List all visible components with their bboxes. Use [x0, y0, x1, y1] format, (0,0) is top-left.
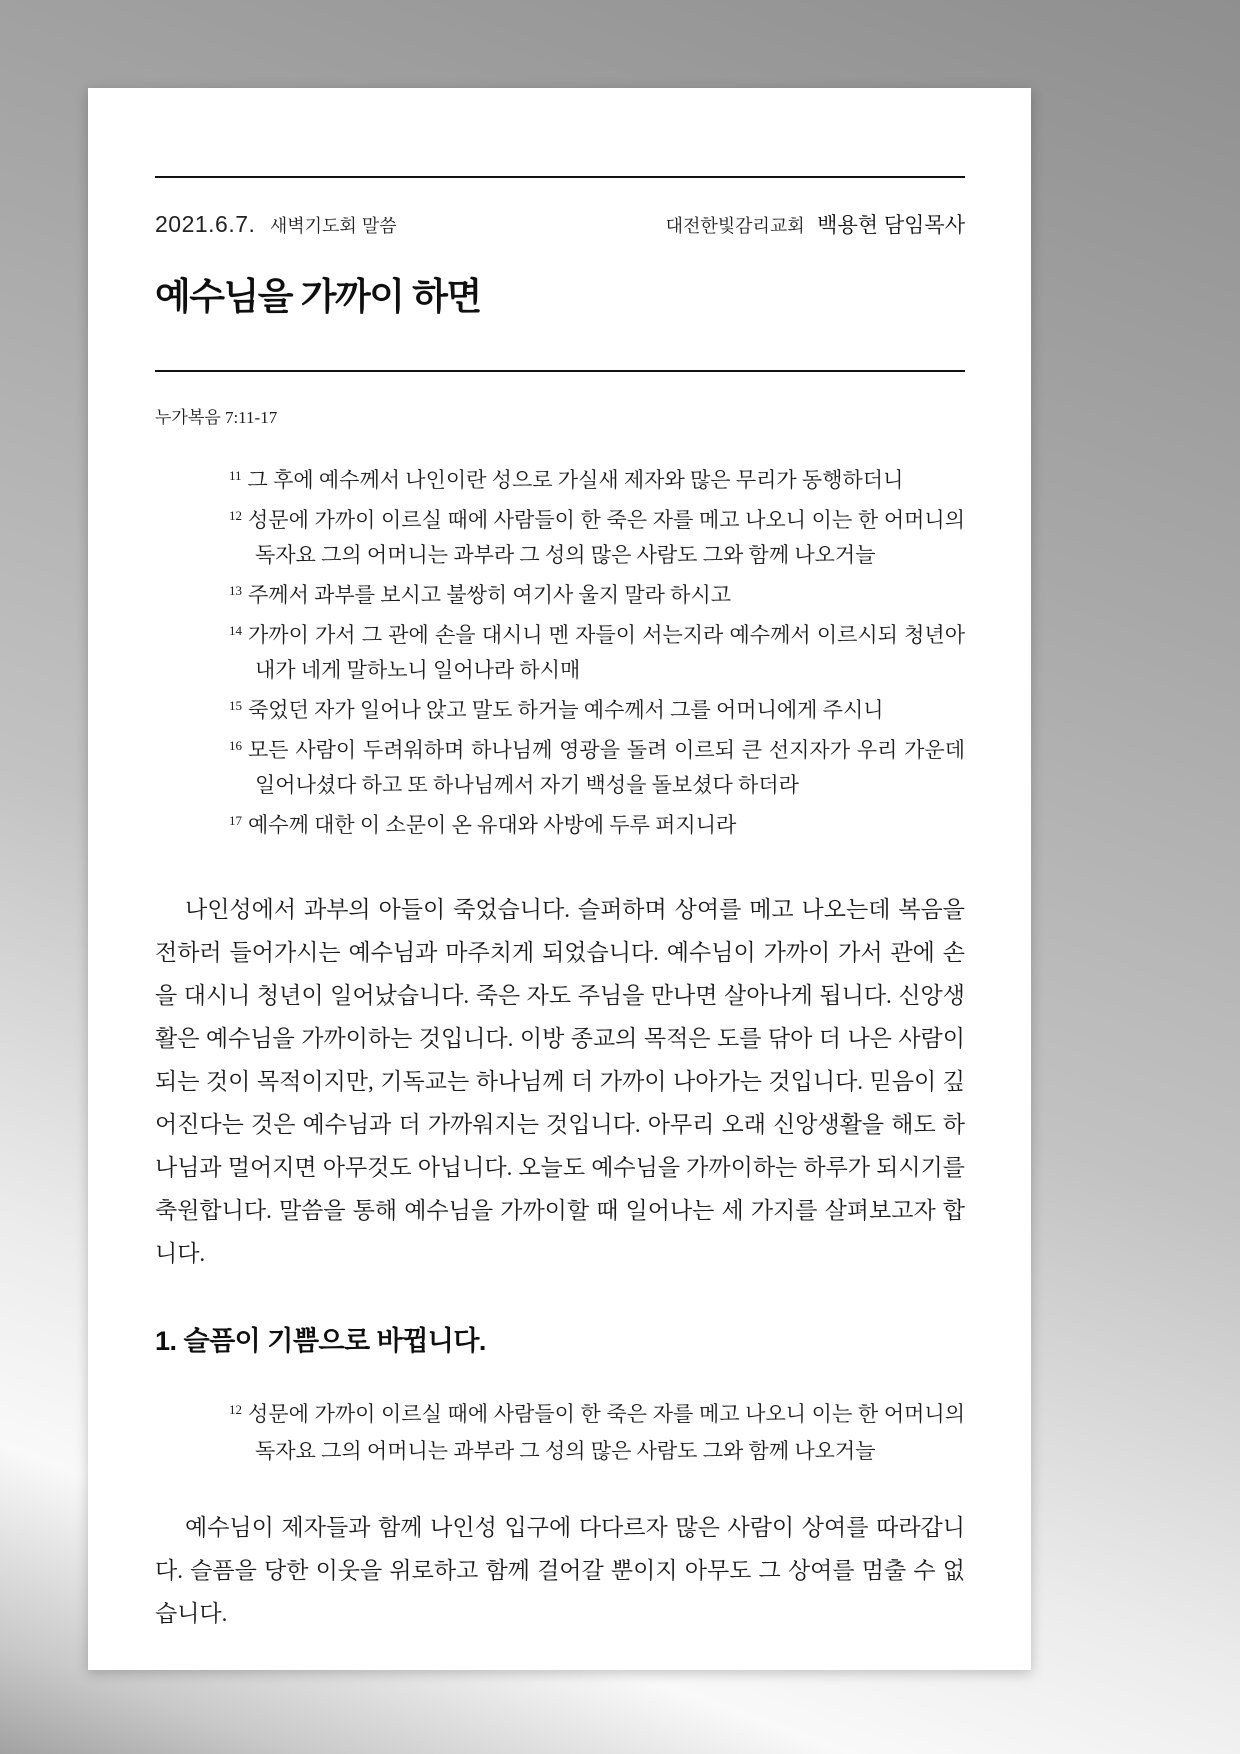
section-1-heading: 1. 슬픔이 기쁨으로 바뀝니다. — [155, 1326, 486, 1356]
header-rule-top — [155, 176, 965, 178]
intro-paragraph: 나인성에서 과부의 아들이 죽었습니다. 슬퍼하며 상여를 메고 나오는데 복음을 전하러 들어가시는 예수님과 마주치게 되었습니다. 예수님이 가까이 가서 관에 손을 대시니 청년이 일어났습니다. 죽은 자도 주님을 만나면 살아나게 됩니다. 신앙생활은 예수님을 가까이하는 것입니다. 이방 종교의 목적은 도를 닦아 더 나은 사람이 되는 것이 목적이지만, 기독교는 하나님께 더 가까이 나아가는 것입니다. 믿음이 깊어진다는 것은 예수님과 더 가까워지는 것입니다. 아무리 오래 신앙생활을 해도 하나님과 멀어지면 아무것도 아닙니다. 오늘도 예수님을 가까이하는 하루가 되시기를 축원합니다. 말씀을 통해 예수님을 가까이할 때 일어나는 세 가지를 살펴보고자 합니다. — [155, 897, 965, 1266]
header-rule-bottom — [155, 370, 965, 372]
service-type: 새벽기도회 말씀 — [269, 216, 397, 236]
verse-line — [229, 573, 965, 613]
verse-text: 가까이 가서 그 관에 손을 대시니 멘 자들이 서는지라 예수께서 이르시되 청년아 내가 네게 말하노니 일어나라 하시매 — [248, 623, 965, 682]
verse-line — [229, 498, 965, 573]
verse-number: 11 — [229, 468, 242, 483]
sermon-title: 예수님을 가까이 하면 — [155, 276, 481, 317]
document-header — [155, 208, 965, 244]
verse-text: 모든 사람이 두려워하며 하나님께 영광을 돌려 이르되 큰 선지자가 우리 가운데 일어나셨다 하고 또 하나님께서 자기 백성을 돌보셨다 하더라 — [248, 738, 965, 797]
verse-text: 그 후에 예수께서 나인이란 성으로 가실새 제자와 많은 무리가 동행하더니 — [247, 468, 904, 492]
closing-paragraph: 예수님이 제자들과 함께 나인성 입구에 다다르자 많은 사람이 상여를 따라갑니다. 슬픔을 당한 이웃을 위로하고 함께 걸어갈 뿐이지 아무도 그 상여를 멈출 수 없습니다. — [155, 1515, 965, 1626]
verse-text: 주께서 과부를 보시고 불쌍히 여기사 울지 말라 하시고 — [248, 583, 732, 607]
verse-line — [229, 688, 965, 728]
document-page — [88, 88, 1031, 1670]
scripture-verse-block — [229, 458, 965, 843]
verse-text: 죽었던 자가 일어나 앉고 말도 하거늘 예수께서 그를 어머니에게 주시니 — [248, 698, 884, 722]
verse-line — [229, 613, 965, 688]
verse-line — [229, 728, 965, 803]
verse-number: 17 — [229, 813, 242, 828]
verse-line — [229, 1391, 965, 1470]
verse-line — [229, 458, 965, 498]
section-1-quote-block — [229, 1391, 965, 1470]
header-right — [666, 210, 965, 244]
verse-number: 12 — [229, 508, 242, 523]
verse-text: 성문에 가까이 이르실 때에 사람들이 한 죽은 자를 메고 나오니 이는 한 어머니의 독자요 그의 어머니는 과부라 그 성의 많은 사람도 그와 함께 나오거늘 — [248, 508, 965, 567]
page-content — [155, 88, 965, 1635]
verse-line — [229, 803, 965, 843]
verse-number: 16 — [229, 738, 242, 753]
scripture-reference: 누가복음 7:11-17 — [155, 408, 278, 427]
header-left — [155, 208, 397, 244]
sermon-date: 2021.6.7. — [155, 211, 256, 237]
verse-text: 성문에 가까이 이르실 때에 사람들이 한 죽은 자를 메고 나오니 이는 한 어머니의 독자요 그의 어머니는 과부라 그 성의 많은 사람도 그와 함께 나오거늘 — [248, 1402, 965, 1463]
church-name: 대전한빛감리교회 — [665, 216, 805, 236]
verse-text: 예수께 대한 이 소문이 온 유대와 사방에 두루 퍼지니라 — [248, 813, 737, 837]
pastor-name: 백용현 담임목사 — [817, 214, 965, 237]
verse-number: 12 — [229, 1402, 242, 1417]
verse-number: 15 — [229, 698, 242, 713]
verse-number: 14 — [229, 623, 242, 638]
verse-number: 13 — [229, 583, 242, 598]
